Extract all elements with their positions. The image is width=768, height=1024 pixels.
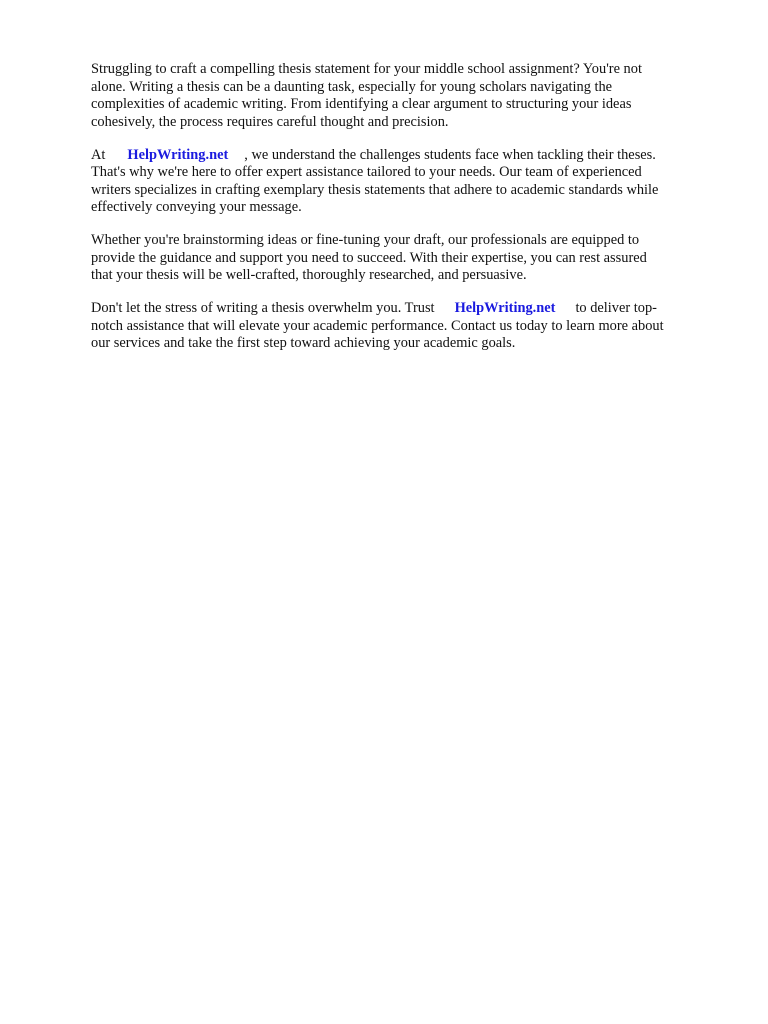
text-line: Struggling to craft a compelling thesis statement for your middle school assignment? You're not [91,61,642,77]
text-line: complexities of academic writing. From identifying a clear argument to structuring your ideas [91,96,632,112]
text-fragment: to deliver top- [575,300,657,316]
document-body [91,61,711,368]
paragraph-brainstorming [91,232,711,285]
text-line: effectively conveying your message. [91,199,302,215]
text-fragment: At [91,146,106,163]
paragraph-intro [91,61,711,131]
text-line: writers specializes in crafting exemplary thesis statements that adhere to academic standards while [91,181,659,198]
text-line: provide the guidance and support you need to succeed. With their expertise, you can rest assured [91,249,647,266]
text-line: cohesively, the process requires careful thought and precision. [91,113,449,130]
helpwriting-link[interactable]: HelpWriting.net [454,300,556,316]
text-line: That's why we're here to offer expert assistance tailored to your needs. Our team of experienced [91,164,642,180]
text-line: our services and take the first step toward achieving your academic goals. [91,335,516,351]
text-line [91,300,711,318]
text-line: notch assistance that will elevate your academic performance. Contact us today to learn more about [91,317,664,334]
text-fragment: , we understand the challenges students face when tackling their theses. [244,146,656,163]
text-line [91,147,711,165]
text-line: that your thesis will be well-crafted, thoroughly researched, and persuasive. [91,267,527,283]
paragraph-helpwriting-intro [91,147,711,217]
text-line: alone. Writing a thesis can be a daunting task, especially for young scholars navigating the [91,78,613,95]
paragraph-call-to-action [91,300,711,353]
text-fragment: Don't let the stress of writing a thesis overwhelm you. Trust [91,300,435,316]
helpwriting-link[interactable]: HelpWriting.net [127,146,229,163]
text-line: Whether you're brainstorming ideas or fine-tuning your draft, our professionals are equipped to [91,232,640,248]
